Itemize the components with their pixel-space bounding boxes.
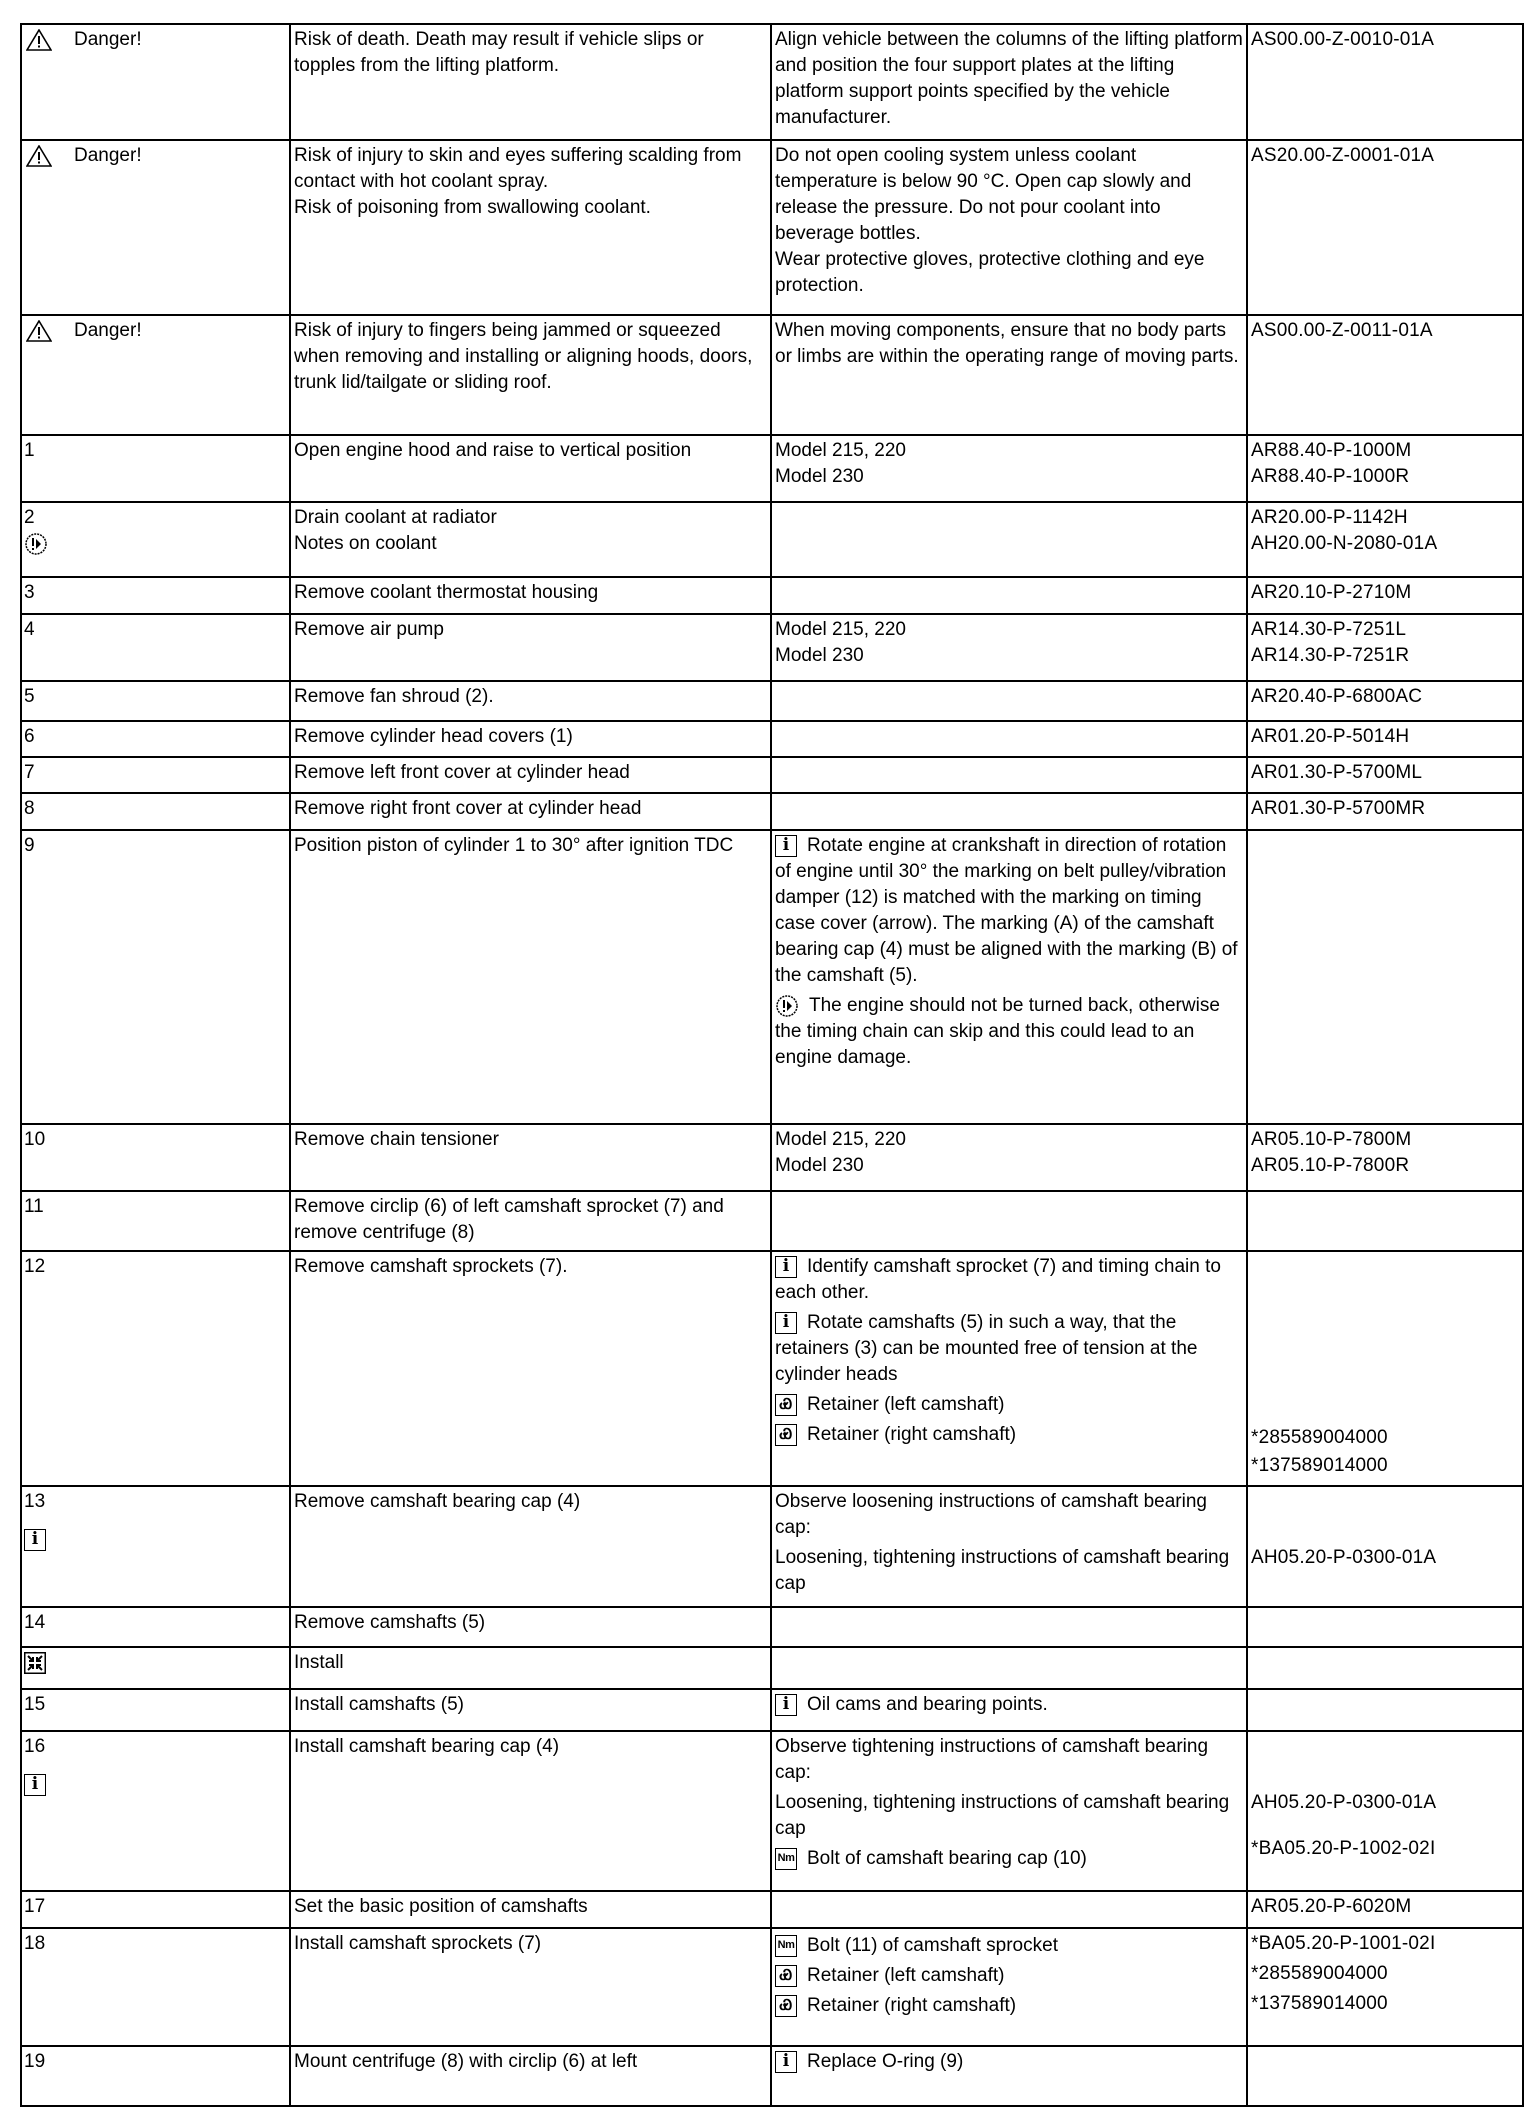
instruction-text: Do not open cooling system unless coolant temperature is below 90 °C. Open cap slowly and release the pressure. Do not pour coolant into beverage bottles.: [775, 145, 1192, 244]
info-icon: i: [775, 1256, 797, 1278]
special-tool-icon: Ꮿ: [775, 1424, 797, 1446]
reference-link[interactable]: AR20.40-P-6800AC: [1251, 686, 1423, 707]
info-icon: i: [775, 1312, 797, 1334]
danger-cell: [21, 24, 290, 140]
step-number: 10: [24, 1129, 46, 1150]
model-label: Model 215, 220: [775, 440, 906, 461]
install-arrows-icon: [24, 1652, 46, 1674]
step-number: 19: [24, 2051, 46, 2072]
procedure-table: [20, 23, 1524, 2107]
table-row: [21, 1647, 1523, 1689]
step-number: 16: [24, 1736, 46, 1757]
table-row: [21, 577, 1523, 614]
step-text: Open engine hood and raise to vertical position: [294, 440, 692, 461]
tool-label: Retainer (right camshaft): [807, 1424, 1017, 1445]
danger-label: Danger!: [74, 29, 142, 50]
step-text: Remove cylinder head covers (1): [294, 726, 573, 747]
step-number: 11: [24, 1196, 44, 1217]
torque-nm-icon: Nm: [775, 1935, 797, 1957]
step-number: 3: [24, 582, 35, 603]
info-icon: i: [24, 1774, 46, 1796]
caution-circle-icon: [24, 532, 48, 556]
caution-circle-icon: [775, 994, 799, 1018]
table-row: [21, 315, 1523, 435]
step-text: Remove left front cover at cylinder head: [294, 762, 630, 783]
info-note: Rotate engine at crankshaft in direction of rotation of engine until 30° the marking on belt pulley/vibration damper (12) is matched with the marking on timing case cover (arrow). The marking (A) of the camshaft bearing cap (4) must be aligned with the marking (B) of the camshaft (5).: [775, 835, 1238, 986]
step-number: 5: [24, 686, 35, 707]
tool-label: Retainer (left camshaft): [807, 1394, 1005, 1415]
step-number: 2: [24, 507, 35, 528]
step-text: Remove camshaft sprockets (7).: [294, 1256, 568, 1277]
step-number: 9: [24, 835, 35, 856]
table-row: [21, 140, 1523, 315]
step-text: Set the basic position of camshafts: [294, 1896, 588, 1917]
info-icon: i: [775, 2051, 797, 2073]
instruction-text: When moving components, ensure that no body parts or limbs are within the operating range of moving parts.: [775, 320, 1239, 367]
caution-note: The engine should not be turned back, otherwise the timing chain can skip and this could lead to an engine damage.: [775, 995, 1220, 1068]
model-label: Model 230: [775, 645, 864, 666]
step-number: 8: [24, 798, 35, 819]
step-text: Install camshaft sprockets (7): [294, 1933, 542, 1954]
step-number: 4: [24, 619, 35, 640]
step-number: 15: [24, 1694, 46, 1715]
table-row: [21, 1731, 1523, 1891]
step-text: Remove camshaft bearing cap (4): [294, 1491, 581, 1512]
risk-text: Risk of injury to fingers being jammed or squeezed when removing and installing or aligning hoods, doors, trunk lid/tailgate or sliding roof.: [294, 320, 753, 393]
tool-part-number[interactable]: *137589014000: [1251, 1993, 1388, 2014]
danger-label: Danger!: [74, 320, 142, 341]
tool-label: Retainer (right camshaft): [807, 1995, 1017, 2016]
info-note: Rotate camshafts (5) in such a way, that the retainers (3) can be mounted free of tension at the cylinder heads: [775, 1312, 1198, 1385]
info-icon: i: [24, 1529, 46, 1551]
warning-triangle-icon: [26, 320, 52, 342]
torque-spec-link[interactable]: *BA05.20-P-1001-02I: [1251, 1933, 1436, 1954]
torque-label: Bolt of camshaft bearing cap (10): [807, 1848, 1087, 1869]
info-icon: i: [775, 1694, 797, 1716]
instruction-link[interactable]: Loosening, tightening instructions of camshaft bearing cap: [775, 1547, 1230, 1594]
reference-link[interactable]: AR14.30-P-7251R: [1251, 645, 1410, 666]
reference-link[interactable]: AR20.00-P-1142H: [1251, 507, 1408, 528]
torque-label: Bolt (11) of camshaft sprocket: [807, 1935, 1058, 1956]
step-text: Remove circlip (6) of left camshaft sprocket (7) and remove centrifuge (8): [294, 1196, 724, 1243]
step-number: 6: [24, 726, 35, 747]
table-row: [21, 721, 1523, 757]
section-label: Install: [294, 1652, 344, 1673]
table-row: [21, 1891, 1523, 1928]
table-row: [21, 24, 1523, 140]
reference-link[interactable]: AR01.30-P-5700MR: [1251, 798, 1426, 819]
risk-text: Risk of death. Death may result if vehicle slips or topples from the lifting platform.: [294, 29, 704, 76]
step-number: 13: [24, 1491, 46, 1512]
risk-text: Risk of injury to skin and eyes suffering scalding from contact with hot coolant spray.: [294, 145, 742, 192]
tool-part-number[interactable]: *137589014000: [1251, 1455, 1388, 1476]
step-text: Remove air pump: [294, 619, 444, 640]
step-text: Remove right front cover at cylinder head: [294, 798, 642, 819]
reference-link[interactable]: AR14.30-P-7251L: [1251, 619, 1407, 640]
table-row: [21, 435, 1523, 502]
reference-link[interactable]: AH05.20-P-0300-01A: [1251, 1792, 1437, 1813]
table-row: [21, 614, 1523, 681]
step-text: Mount centrifuge (8) with circlip (6) at left: [294, 2051, 638, 2072]
table-row: [21, 1928, 1523, 2046]
reference-link[interactable]: AR88.40-P-1000R: [1251, 466, 1410, 487]
table-row: [21, 793, 1523, 830]
step-text: Remove chain tensioner: [294, 1129, 499, 1150]
model-label: Model 230: [775, 1155, 864, 1176]
info-note: Replace O-ring (9): [807, 2051, 964, 2072]
tool-part-number[interactable]: *285589004000: [1251, 1427, 1388, 1448]
warning-triangle-icon: [26, 145, 52, 167]
special-tool-icon: Ꮿ: [775, 1995, 797, 2017]
risk-text: Risk of poisoning from swallowing coolant.: [294, 197, 651, 218]
step-number: 17: [24, 1896, 46, 1917]
reference-link[interactable]: AH05.20-P-0300-01A: [1251, 1547, 1437, 1568]
info-note: Oil cams and bearing points.: [807, 1694, 1048, 1715]
table-row: [21, 757, 1523, 793]
reference-link[interactable]: AS20.00-Z-0001-01A: [1251, 145, 1435, 166]
info-note: Identify camshaft sprocket (7) and timing chain to each other.: [775, 1256, 1221, 1303]
instruction-link[interactable]: Loosening, tightening instructions of camshaft bearing cap: [775, 1792, 1230, 1839]
instruction-text: Observe tightening instructions of camshaft bearing cap:: [775, 1736, 1209, 1783]
info-icon: i: [775, 835, 797, 857]
step-number: 14: [24, 1612, 46, 1633]
model-label: Model 215, 220: [775, 1129, 906, 1150]
step-text: Remove fan shroud (2).: [294, 686, 494, 707]
reference-link[interactable]: AR01.30-P-5700ML: [1251, 762, 1423, 783]
reference-link[interactable]: AR20.10-P-2710M: [1251, 582, 1412, 603]
step-number: 12: [24, 1256, 46, 1277]
step-text: Remove coolant thermostat housing: [294, 582, 599, 603]
model-label: Model 215, 220: [775, 619, 906, 640]
step-text: Install camshafts (5): [294, 1694, 464, 1715]
table-row: [21, 1251, 1523, 1486]
step-text: Position piston of cylinder 1 to 30° after ignition TDC: [294, 835, 734, 856]
tool-part-number[interactable]: *285589004000: [1251, 1963, 1388, 1984]
reference-link[interactable]: AR05.10-P-7800R: [1251, 1155, 1410, 1176]
instruction-text: Wear protective gloves, protective clothing and eye protection.: [775, 249, 1205, 296]
table-row: [21, 830, 1523, 1124]
step-number: 1: [24, 440, 35, 461]
table-row: [21, 1124, 1523, 1191]
reference-link[interactable]: AR05.10-P-7800M: [1251, 1129, 1412, 1150]
model-label: Model 230: [775, 466, 864, 487]
step-number: 18: [24, 1933, 46, 1954]
table-row: [21, 502, 1523, 577]
note-link[interactable]: Notes on coolant: [294, 533, 437, 554]
table-row: [21, 1486, 1523, 1607]
table-row: [21, 1607, 1523, 1647]
tool-label: Retainer (left camshaft): [807, 1965, 1005, 1986]
instruction-text: Observe loosening instructions of camshaft bearing cap:: [775, 1491, 1207, 1538]
torque-spec-link[interactable]: *BA05.20-P-1002-02I: [1251, 1838, 1436, 1859]
table-row: [21, 1689, 1523, 1731]
torque-nm-icon: Nm: [775, 1848, 797, 1870]
step-number: 7: [24, 762, 35, 783]
reference-link[interactable]: AS00.00-Z-0011-01A: [1251, 320, 1433, 341]
reference-link[interactable]: AR05.20-P-6020M: [1251, 1896, 1412, 1917]
danger-label: Danger!: [74, 145, 142, 166]
step-text: Install camshaft bearing cap (4): [294, 1736, 560, 1757]
special-tool-icon: Ꮿ: [775, 1394, 797, 1416]
reference-link[interactable]: AH20.00-N-2080-01A: [1251, 533, 1438, 554]
table-row: [21, 681, 1523, 721]
table-row: [21, 2046, 1523, 2106]
step-text: Drain coolant at radiator: [294, 507, 497, 528]
warning-triangle-icon: [26, 29, 52, 51]
table-row: [21, 1191, 1523, 1251]
reference-link[interactable]: AR88.40-P-1000M: [1251, 440, 1412, 461]
reference-link[interactable]: AS00.00-Z-0010-01A: [1251, 29, 1435, 50]
instruction-text: Align vehicle between the columns of the lifting platform and position the four support plates at the lifting platform support points specified by the vehicle manufacturer.: [775, 29, 1243, 128]
reference-link[interactable]: AR01.20-P-5014H: [1251, 726, 1410, 747]
step-text: Remove camshafts (5): [294, 1612, 486, 1633]
special-tool-icon: Ꮿ: [775, 1965, 797, 1987]
